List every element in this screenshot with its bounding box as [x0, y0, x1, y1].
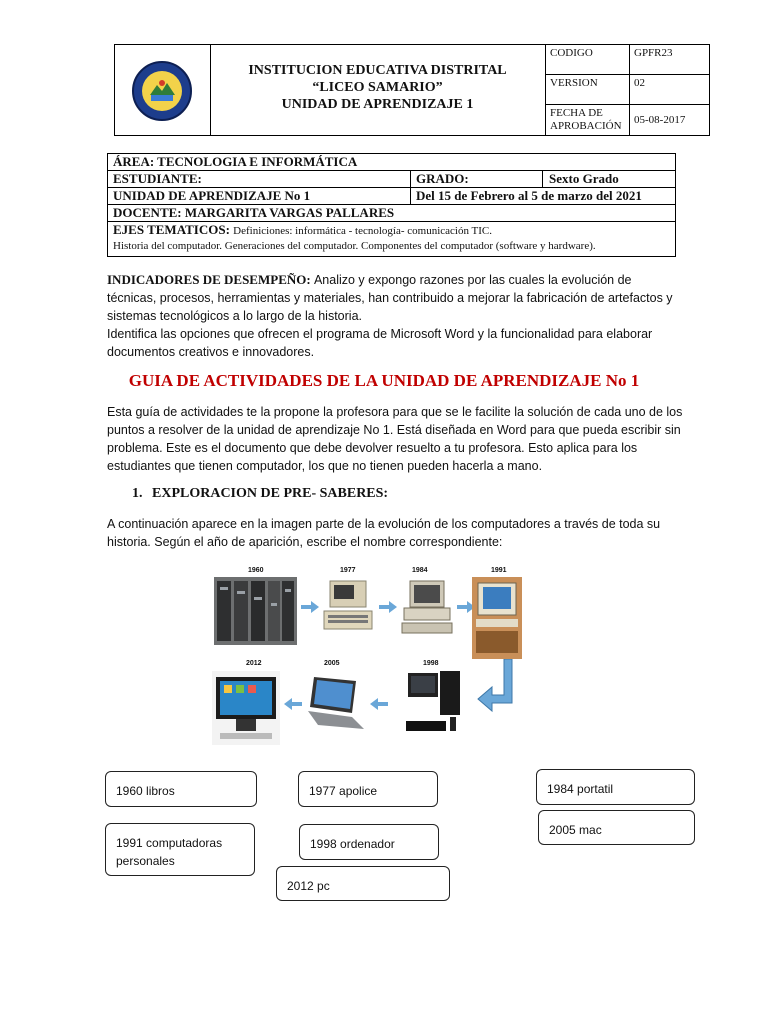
answer-1960-text: 1960 libros — [116, 784, 175, 798]
arrow-left-icon — [284, 698, 302, 710]
year-label: 1998 — [423, 660, 439, 667]
info-row-docente — [108, 205, 675, 222]
divider — [410, 188, 411, 204]
arrow-down-left-icon — [476, 659, 518, 717]
indicadores-line2: técnicas, procesos, herramientas y materiales, han contribuido a mejorar la fabricación de artefactos y — [107, 291, 673, 305]
year-label: 1984 — [412, 567, 428, 574]
fecha-label-line2: APROBACIÓN — [550, 120, 622, 132]
year-label: 1991 — [491, 567, 507, 574]
section1-title: EXPLORACION DE PRE- SABERES: — [152, 486, 389, 501]
version-label: VERSION — [546, 75, 630, 104]
unit-title: UNIDAD DE APRENDIZAJE 1 — [281, 97, 474, 112]
meta-row-fecha — [546, 105, 709, 135]
section1-line1: A continuación aparece en la imagen parte de la evolución de los computadores a través de toda su — [107, 517, 661, 531]
fechas-text: Del 15 de Febrero al 5 de marzo del 2021 — [416, 188, 642, 203]
logo-cell — [115, 45, 211, 135]
year-label: 2005 — [324, 660, 340, 667]
estudiante-label: ESTUDIANTE: — [113, 171, 202, 186]
info-row-ejes — [108, 222, 675, 256]
computer-2012-image — [212, 671, 280, 745]
guide-title: GUIA DE ACTIVIDADES DE LA UNIDAD DE APRENDIZAJE No 1 — [128, 371, 640, 390]
divider — [542, 171, 543, 187]
grado-value: Sexto Grado — [549, 171, 619, 186]
ejes-line1: Definiciones: informática - tecnología- comunicación TIC. — [233, 225, 492, 237]
area-text: ÁREA: TECNOLOGIA E INFORMÁTICA — [113, 154, 358, 169]
intro-line1: Esta guía de actividades te la propone la profesora para que se le facilite la solución de cada uno de los — [107, 405, 683, 419]
computer-1984-image — [398, 577, 456, 639]
answer-box-1984[interactable] — [536, 769, 695, 805]
mainframe-1960-image — [214, 577, 297, 645]
answer-box-1991[interactable] — [105, 823, 255, 876]
arrow-right-icon — [379, 601, 397, 613]
computer-evolution-image — [208, 563, 526, 748]
section1-number: 1. — [132, 486, 143, 501]
indicadores-line5: documentos creativos e innovadores. — [107, 345, 315, 359]
answer-1998-text: 1998 ordenador — [310, 837, 395, 851]
codigo-label: CODIGO — [546, 45, 630, 74]
answer-1984-text: 1984 portatil — [547, 782, 614, 796]
indicadores-line4: Identifica las opciones que ofrecen el programa de Microsoft Word y la funcionalidad para elaborar — [107, 327, 653, 341]
docente-text: DOCENTE: MARGARITA VARGAS PALLARES — [113, 205, 395, 220]
year-label: 2012 — [246, 660, 262, 667]
fecha-label-line1: FECHA DE — [550, 107, 603, 119]
institution-name: INSTITUCION EDUCATIVA DISTRITAL — [248, 63, 507, 78]
fecha-label — [546, 105, 630, 135]
info-row-unidad — [108, 188, 675, 205]
intro-line2: puntos a resolver de la unidad de aprendizaje No 1. Está diseñada en Word para que pueda escribir sin — [107, 423, 681, 437]
answer-2012-text: 2012 pc — [287, 879, 330, 893]
answer-box-1977[interactable] — [298, 771, 438, 807]
info-table — [107, 153, 676, 257]
answer-1977-text: 1977 apolice — [309, 784, 378, 798]
fecha-value: 05-08-2017 — [634, 114, 686, 126]
document-header — [114, 44, 710, 136]
indicadores-section — [107, 271, 677, 361]
info-row-area — [108, 154, 675, 171]
answer-box-1960[interactable] — [105, 771, 257, 807]
computer-1991-image — [472, 577, 522, 659]
intro-line4: estudiantes que tienen computador, los que no tienen pueden hacerla a mano. — [107, 459, 543, 473]
arrow-left-icon — [370, 698, 388, 710]
section1-paragraph — [107, 515, 687, 551]
grado-label: GRADO: — [416, 171, 469, 186]
intro-line3: problema. Este es el documento que debe devolver resuelto a tu profesora. Esto aplica para los — [107, 441, 638, 455]
divider — [410, 171, 411, 187]
info-row-estudiante — [108, 171, 675, 188]
computer-1977-image — [320, 577, 376, 637]
meta-row-version — [546, 75, 709, 105]
section1-heading — [132, 486, 388, 502]
institution-title — [210, 45, 546, 135]
intro-paragraph — [107, 403, 687, 475]
unidad-text: UNIDAD DE APRENDIZAJE No 1 — [113, 188, 311, 203]
answer-1991-line2: personales — [116, 854, 175, 868]
codigo-value: GPFR23 — [634, 47, 673, 59]
section1-line2: historia. Según el año de aparición, escribe el nombre correspondiente: — [107, 535, 503, 549]
indicadores-line3: sistemas tecnológicos a lo largo de la historia. — [107, 309, 362, 323]
year-label: 1960 — [248, 567, 264, 574]
year-label: 1977 — [340, 567, 356, 574]
laptop-2005-image — [304, 671, 368, 737]
school-name: “LICEO SAMARIO” — [312, 80, 443, 95]
computer-1998-image — [404, 669, 466, 739]
indicadores-label: INDICADORES DE DESEMPEÑO: — [107, 272, 311, 287]
answer-2005-text: 2005 mac — [549, 823, 602, 837]
school-seal-logo — [115, 45, 210, 135]
version-value: 02 — [634, 77, 645, 89]
arrow-right-icon — [301, 601, 319, 613]
ejes-label: EJES TEMATICOS: — [113, 222, 230, 237]
answer-box-2005[interactable] — [538, 810, 695, 845]
answer-box-2012[interactable] — [276, 866, 450, 901]
indicadores-line1: Analizo y expongo razones por las cuales la evolución de — [313, 273, 632, 287]
meta-row-codigo — [546, 45, 709, 75]
document-meta — [546, 45, 709, 135]
answer-1991-line1: 1991 computadoras — [116, 836, 223, 850]
ejes-line2: Historia del computador. Generaciones del computador. Componentes del computador (software y hardware). — [113, 240, 596, 252]
answer-box-1998[interactable] — [299, 824, 439, 860]
